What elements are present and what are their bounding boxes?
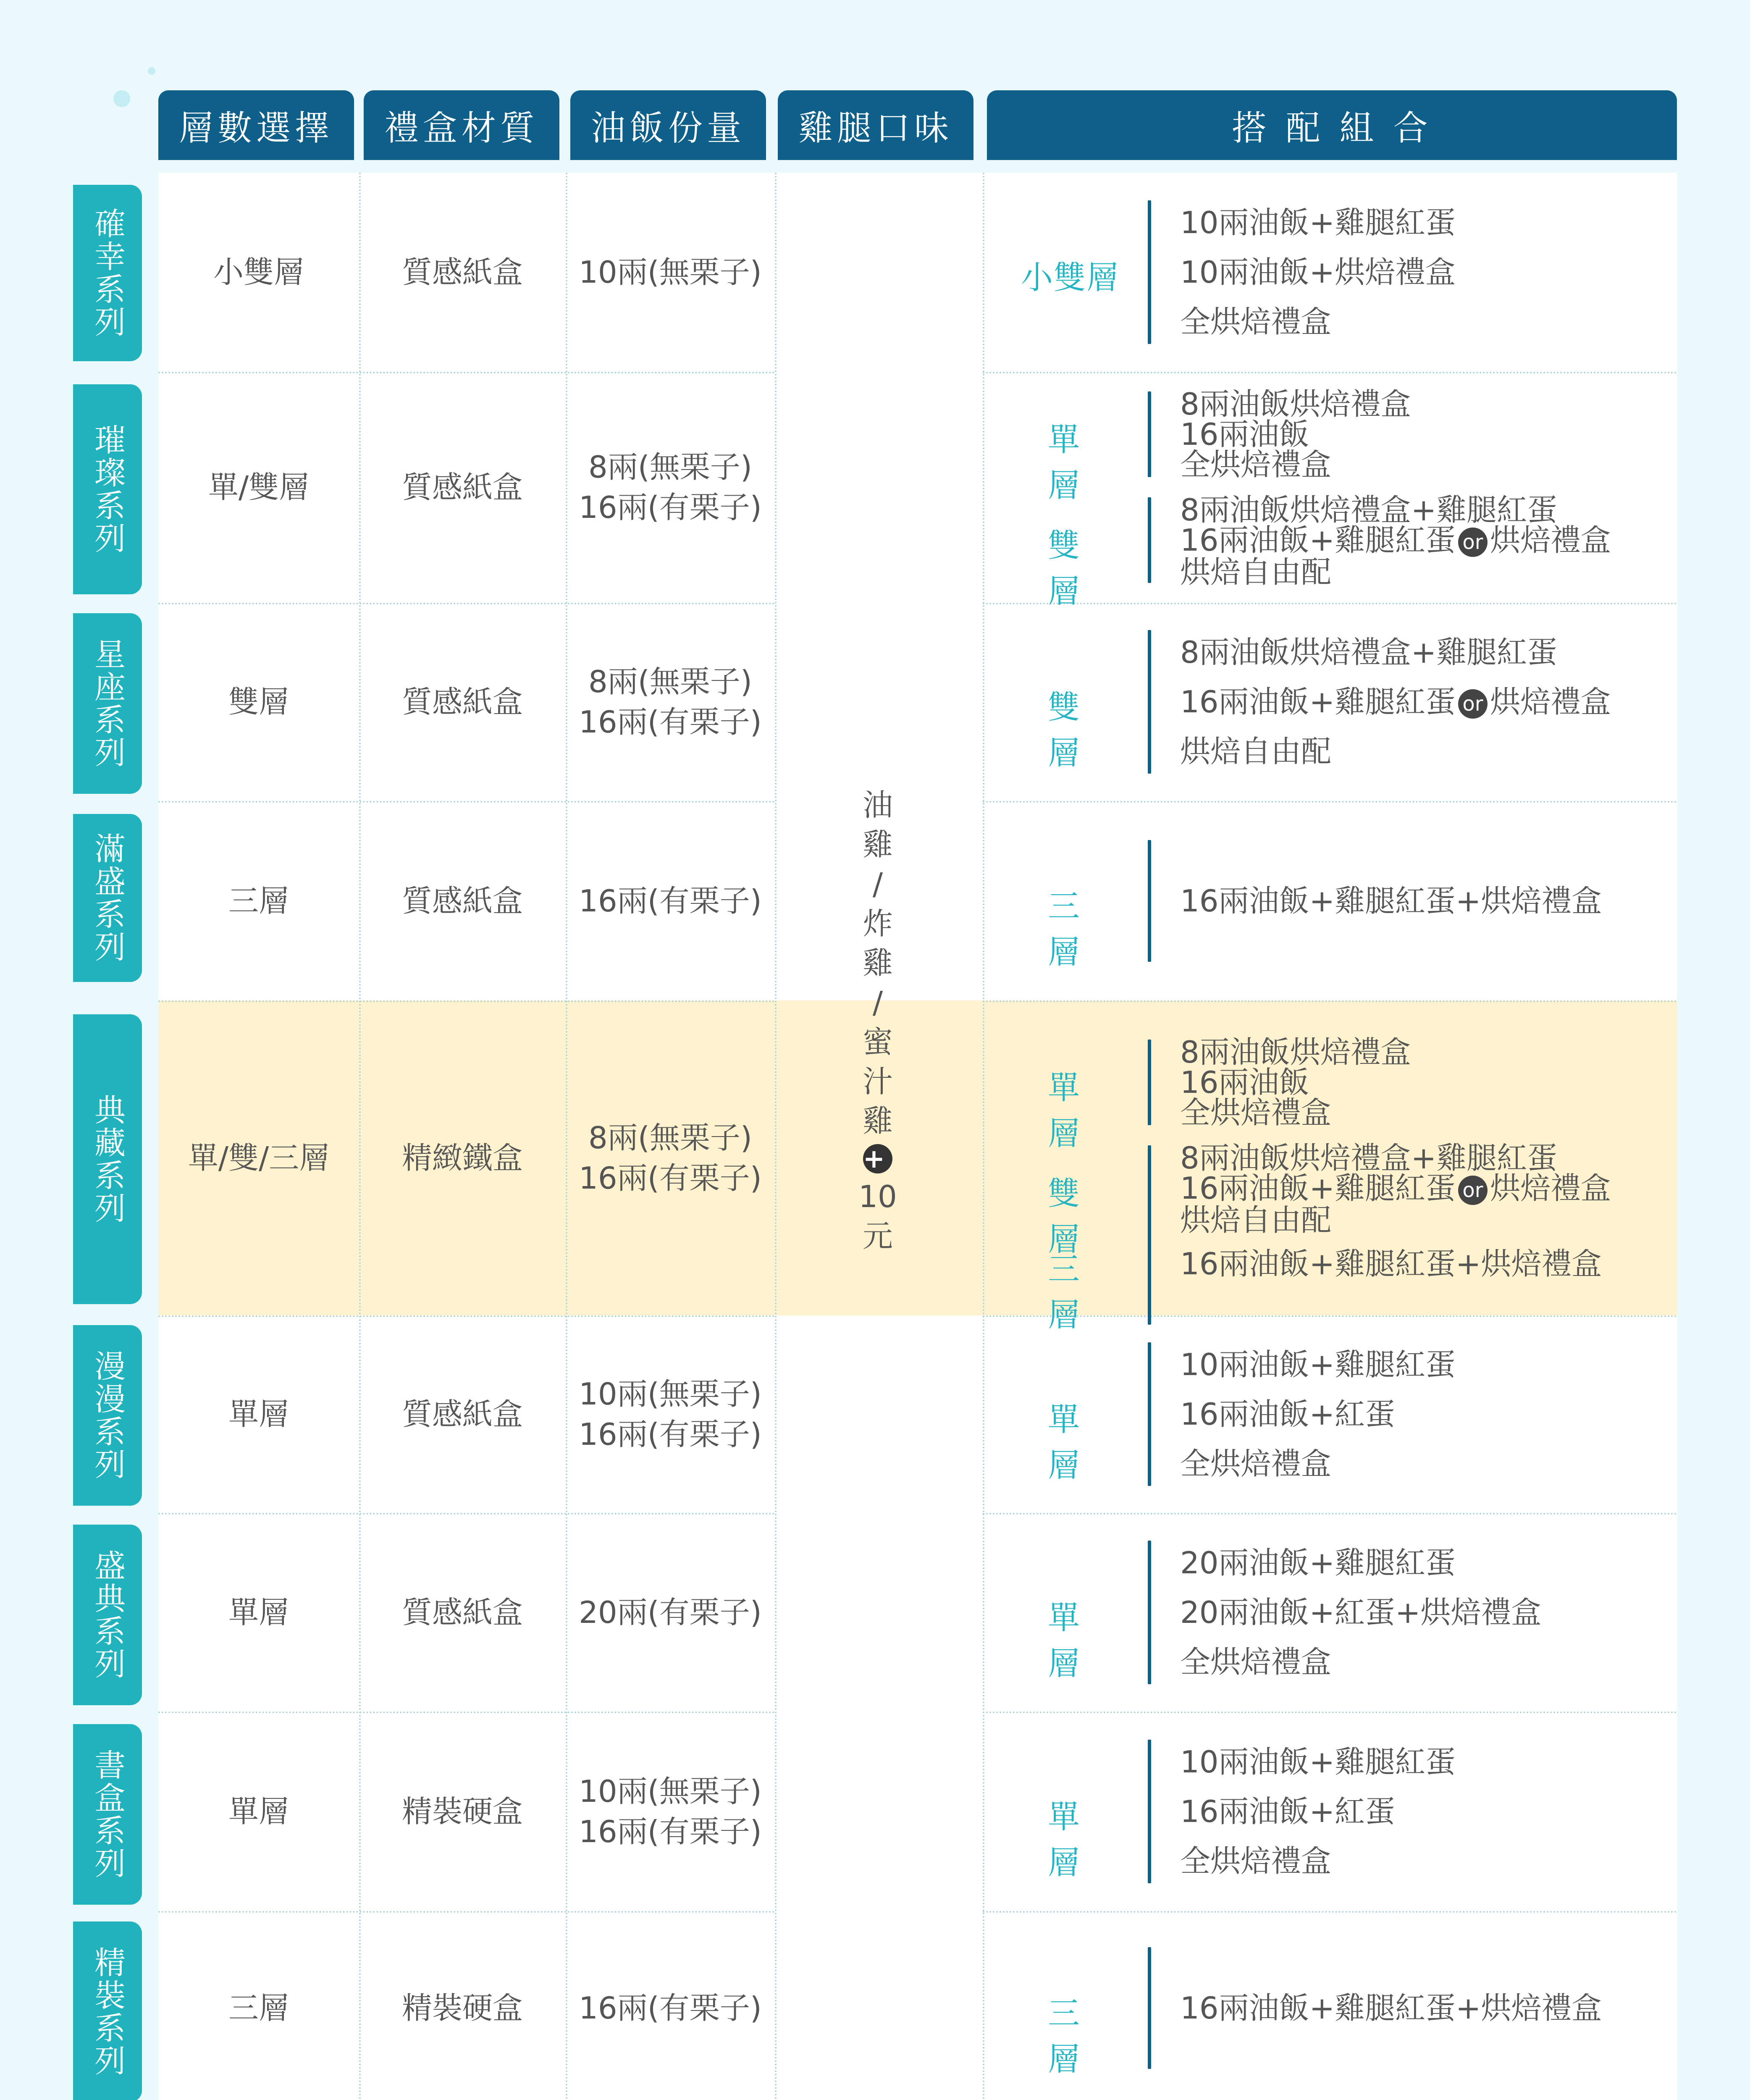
material-cell [359,603,566,801]
flavor-column [775,785,981,1256]
combo-item-text: 16兩油飯+雞腿紅蛋 [1180,522,1456,558]
combo-item-text: 烘焙禮盒 [1490,684,1611,719]
combo-divider-bar [1148,497,1151,583]
combo-items [1180,1140,1611,1238]
combo-item [1180,554,1611,590]
combo-item-text: 16兩油飯 [1180,1065,1309,1100]
portion-cell [566,1000,775,1315]
or-icon: or [1458,1176,1488,1205]
combo-item [1180,1202,1611,1238]
row-divider [983,1911,1677,1913]
layer-cell [158,1000,359,1315]
combo-item-text: 烘焙自由配 [1180,554,1332,590]
portion-cell [566,173,775,372]
combo-divider-bar [1148,1541,1151,1684]
combo-item [1180,1983,1602,2033]
layer-cell [158,173,359,372]
combo-divider-bar [1148,200,1151,344]
combo-item [1180,1097,1411,1128]
combo-level-label: 雙 層 [1048,688,1092,772]
material-cell [359,372,566,603]
material-cell [359,1315,566,1513]
combo-level-label: 雙 層 [1048,527,1092,610]
row-divider [983,1000,1677,1002]
portion-cell-line: 16兩(有栗子) [579,1160,762,1196]
combo-item-text: 烘焙禮盒 [1490,522,1611,558]
combo-item-text: 10兩油飯+烘焙禮盒 [1180,255,1456,290]
combo-item [1180,1340,1456,1389]
layer-cell [158,1513,359,1712]
plus-icon: + [863,1144,892,1173]
combo-item-text: 16兩油飯+紅蛋 [1180,1396,1395,1432]
layer-cell [158,1315,359,1513]
combo-level-label: 三 層 [1048,1994,1092,2078]
combo-divider-bar [1148,840,1151,962]
portion-cell-line: 16兩(有栗子) [579,883,762,919]
portion-cell [566,1513,775,1712]
combo-item [1180,876,1602,926]
combo-divider-bar [1148,391,1151,477]
combo-item [1180,1588,1541,1637]
combo-item-text: 16兩油飯+紅蛋 [1180,1793,1395,1829]
header-layer: 層數選擇 [158,90,354,160]
combo-item-text: 8兩油飯烘焙禮盒+雞腿紅蛋 [1180,492,1558,528]
combo-divider-bar [1148,1342,1151,1486]
column-divider [983,173,984,2100]
combo-item-text: 10兩油飯+雞腿紅蛋 [1180,1347,1456,1382]
portion-cell-line: 16兩(有栗子) [579,490,762,525]
portion-cell-line: 16兩(有栗子) [579,1417,762,1452]
combo-item-text: 8兩油飯烘焙禮盒+雞腿紅蛋 [1180,635,1558,670]
decor-dot [113,90,130,107]
flavor-price: 元 [862,1218,893,1254]
portion-cell-line: 8兩(無栗子) [588,664,752,699]
combo-item [1180,1836,1456,1886]
combo-item-text: 全烘焙禮盒 [1180,1843,1332,1879]
material-cell-line: 精裝硬盒 [401,1990,523,2026]
combo-level-label: 單 層 [1048,1798,1092,1881]
combo-level-label: 三 層 [1048,887,1092,971]
decor-dot [148,67,155,75]
flavor-price: 10 [858,1179,897,1214]
combo-items [1180,1034,1411,1130]
series-tab: 漫漫系列 [73,1325,142,1506]
layer-cell [158,603,359,801]
combo-item [1180,627,1611,677]
portion-cell [566,1712,775,1911]
combo-item-text: 8兩油飯烘焙禮盒 [1180,1034,1411,1070]
combo-item [1180,1389,1456,1439]
or-icon: or [1458,689,1488,719]
combo-item-text: 烘焙禮盒 [1490,1171,1611,1206]
layer-cell-line: 單層 [228,1396,289,1432]
flavor-char: / [872,866,883,902]
combo-items [1180,1340,1456,1488]
combo-items [1180,1737,1456,1886]
combo-divider-bar [1148,630,1151,774]
flavor-char: / [872,985,883,1020]
material-cell-line: 質感紙盒 [401,1396,523,1432]
series-tab: 盛典系列 [73,1525,142,1705]
combo-item [1180,417,1411,452]
flavor-char: 雞 [862,945,893,981]
combo-item-text: 全烘焙禮盒 [1180,304,1332,339]
combo-item [1180,522,1611,558]
portion-cell [566,1911,775,2100]
portion-cell-line: 8兩(無栗子) [588,449,752,485]
material-cell-line: 精緻鐵盒 [401,1140,523,1176]
material-cell-line: 精裝硬盒 [401,1793,523,1829]
combo-level-label: 單 層 [1048,1069,1092,1152]
portion-cell [566,372,775,603]
combo-items [1180,876,1602,926]
series-tab: 星座系列 [73,613,142,794]
combo-level-label: 雙 層 [1048,1175,1092,1258]
layer-cell [158,1911,359,2100]
combo-item [1180,247,1456,297]
combo-items [1180,198,1456,346]
combo-divider-bar [1148,1947,1151,2069]
combo-item-text: 全烘焙禮盒 [1180,447,1332,482]
combo-items [1180,386,1411,482]
combo-item-text: 10兩油飯+雞腿紅蛋 [1180,1744,1456,1780]
combo-item-text: 16兩油飯 [1180,417,1309,452]
header-combo: 搭 配 組 合 [987,90,1677,160]
row-divider [983,801,1677,803]
series-tab: 典藏系列 [73,1014,142,1304]
combo-item-text: 20兩油飯+雞腿紅蛋 [1180,1545,1456,1580]
material-cell [359,1911,566,2100]
combo-item [1180,1787,1456,1836]
material-cell-line: 質感紙盒 [401,883,523,919]
layer-cell [158,801,359,1000]
combo-items [1180,1983,1602,2033]
flavor-char: 雞 [862,827,893,862]
combo-item-text: 烘焙自由配 [1180,1202,1332,1238]
portion-cell-line: 10兩(無栗子) [579,1773,762,1809]
combo-item-text: 8兩油飯烘焙禮盒 [1180,386,1411,422]
series-tab: 確幸系列 [73,185,142,361]
combo-item [1180,1065,1411,1100]
layer-cell-line: 雙層 [228,684,289,719]
material-cell [359,173,566,372]
layer-cell-line: 單層 [228,1594,289,1630]
combo-divider-bar [1148,1740,1151,1883]
header-material: 禮盒材質 [364,90,559,160]
combo-item [1180,1173,1611,1205]
portion-cell-line: 10兩(無栗子) [579,1376,762,1412]
portion-cell [566,603,775,801]
layer-cell [158,372,359,603]
material-cell-line: 質感紙盒 [401,470,523,505]
material-cell [359,1712,566,1911]
combo-divider-bar [1148,1040,1151,1125]
row-divider [983,1513,1677,1515]
combo-item-text: 16兩油飯+雞腿紅蛋 [1180,684,1456,719]
combo-item [1180,677,1611,727]
layer-cell-line: 單層 [228,1793,289,1829]
combo-item [1180,198,1456,247]
layer-cell-line: 單/雙層 [208,470,310,505]
material-cell [359,1513,566,1712]
material-cell-line: 質感紙盒 [401,684,523,719]
combo-divider-bar [1148,1203,1151,1325]
combo-item [1180,1034,1411,1070]
portion-cell-line: 8兩(無栗子) [588,1120,752,1155]
combo-items [1180,1538,1541,1687]
combo-item-text: 16兩油飯+雞腿紅蛋 [1180,1171,1456,1206]
flavor-char: 蜜 [862,1024,893,1060]
combo-item-text: 8兩油飯烘焙禮盒+雞腿紅蛋 [1180,1140,1558,1176]
combo-item-text: 全烘焙禮盒 [1180,1095,1332,1130]
combo-items [1180,1246,1602,1281]
combo-item [1180,1140,1611,1176]
header-portion: 油飯份量 [570,90,766,160]
layer-cell-line: 小雙層 [213,255,304,290]
combo-item [1180,1439,1456,1488]
combo-item [1180,386,1411,422]
combo-level-label: 單 層 [1048,421,1092,504]
layer-cell-line: 單/雙/三層 [188,1140,330,1176]
material-cell [359,1000,566,1315]
combo-item [1180,492,1611,528]
row-divider [983,372,1677,373]
portion-cell [566,801,775,1000]
header-flavor: 雞腿口味 [778,90,973,160]
combo-item-text: 16兩油飯+雞腿紅蛋+烘焙禮盒 [1180,1246,1602,1281]
layer-cell-line: 三層 [228,1990,289,2026]
combo-items [1180,492,1611,590]
combo-item-text: 16兩油飯+雞腿紅蛋+烘焙禮盒 [1180,883,1602,919]
portion-cell-line: 16兩(有栗子) [579,1814,762,1849]
combo-item [1180,1637,1541,1687]
combo-level-label: 小雙層 [1021,259,1119,296]
combo-item [1180,727,1611,776]
portion-cell [566,1315,775,1513]
series-tab: 精裝系列 [73,1922,142,2100]
combo-level-label: 三 層 [1048,1250,1092,1334]
or-icon: or [1458,528,1488,557]
combo-item [1180,297,1456,346]
combo-item [1180,1538,1541,1588]
layer-cell [158,1712,359,1911]
series-tab: 書盒系列 [73,1724,142,1905]
combo-level-label: 單 層 [1048,1599,1092,1682]
combo-item [1180,1246,1602,1281]
row-divider [983,1712,1677,1713]
layer-cell-line: 三層 [228,883,289,919]
flavor-char: 炸 [862,906,893,941]
combo-item-text: 16兩油飯+雞腿紅蛋+烘焙禮盒 [1180,1990,1602,2026]
portion-cell-line: 20兩(有栗子) [579,1594,762,1630]
combo-item-text: 20兩油飯+紅蛋+烘焙禮盒 [1180,1594,1542,1630]
material-cell-line: 質感紙盒 [401,255,523,290]
material-cell [359,801,566,1000]
portion-cell-line: 16兩(有栗子) [579,704,762,740]
portion-cell-line: 16兩(有栗子) [579,1990,762,2026]
series-tab: 滿盛系列 [73,814,142,982]
series-tab: 璀璨系列 [73,384,142,594]
flavor-char: 油 [862,788,893,823]
combo-item-text: 10兩油飯+雞腿紅蛋 [1180,205,1456,240]
flavor-char: 汁 [862,1064,893,1099]
combo-item [1180,1737,1456,1787]
combo-item [1180,449,1411,480]
combo-items [1180,627,1611,776]
flavor-char: 雞 [862,1103,893,1139]
portion-cell-line: 10兩(無栗子) [579,255,762,290]
material-cell-line: 質感紙盒 [401,1594,523,1630]
combo-level-label: 單 層 [1048,1401,1092,1484]
combo-item-text: 烘焙自由配 [1180,734,1332,769]
combo-item-text: 全烘焙禮盒 [1180,1446,1332,1481]
combo-item-text: 全烘焙禮盒 [1180,1644,1332,1680]
